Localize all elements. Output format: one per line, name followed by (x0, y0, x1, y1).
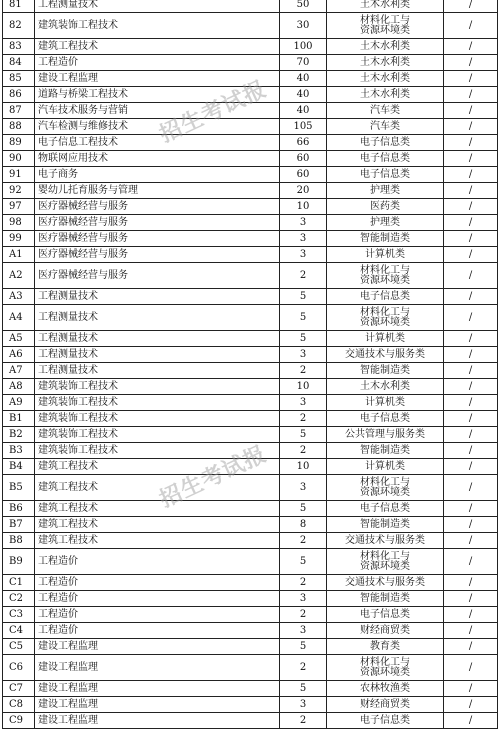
row-category: 计算机类 (327, 247, 444, 263)
row-major: 工程测量技术 (35, 331, 280, 347)
row-code: 81 (3, 0, 35, 13)
row-category: 土木水利类 (327, 379, 444, 395)
table-row (3, 681, 498, 697)
category-line: 资源环境类 (360, 666, 410, 678)
row-note: / (444, 501, 498, 517)
row-plan: 20 (280, 183, 327, 199)
row-plan: 2 (280, 575, 327, 591)
row-plan: 2 (280, 363, 327, 379)
table-row (3, 71, 498, 87)
row-note: / (444, 427, 498, 443)
table-row (3, 591, 498, 607)
row-note: / (444, 289, 498, 305)
row-major: 工程测量技术 (35, 289, 280, 305)
row-plan: 5 (280, 331, 327, 347)
row-plan: 5 (280, 289, 327, 305)
table-row (3, 55, 498, 71)
table-row (3, 199, 498, 215)
table-row (3, 639, 498, 655)
category-line: 材料化工与 (360, 550, 410, 562)
table-row (3, 395, 498, 411)
row-category: 电子信息类 (327, 713, 444, 729)
row-code: A3 (3, 289, 35, 305)
table-row (3, 607, 498, 623)
category-line: 材料化工与 (360, 476, 410, 488)
row-plan: 10 (280, 199, 327, 215)
row-code: 90 (3, 151, 35, 167)
row-major: 婴幼儿托育服务与管理 (35, 183, 280, 199)
row-category: 电子信息类 (327, 501, 444, 517)
row-major: 建筑工程技术 (35, 475, 280, 501)
row-major: 医疗器械经营与服务 (35, 215, 280, 231)
row-code: 97 (3, 199, 35, 215)
row-code: A9 (3, 395, 35, 411)
row-category: 教育类 (327, 639, 444, 655)
row-code: 88 (3, 119, 35, 135)
row-category: 护理类 (327, 183, 444, 199)
table-row (3, 459, 498, 475)
table-row (3, 119, 498, 135)
row-plan: 2 (280, 263, 327, 289)
row-plan: 10 (280, 459, 327, 475)
row-category: 医药类 (327, 199, 444, 215)
enrollment-table (2, 0, 498, 729)
row-category: 农林牧渔类 (327, 681, 444, 697)
row-category: 计算机类 (327, 395, 444, 411)
table-row (3, 713, 498, 729)
row-code: B2 (3, 427, 35, 443)
row-note: / (444, 199, 498, 215)
row-category: 交通技术与服务类 (327, 575, 444, 591)
row-code: C1 (3, 575, 35, 591)
row-code: 86 (3, 87, 35, 103)
row-code: C7 (3, 681, 35, 697)
table-row (3, 697, 498, 713)
row-note: / (444, 379, 498, 395)
row-code: C5 (3, 639, 35, 655)
table-row (3, 183, 498, 199)
row-note: / (444, 71, 498, 87)
row-plan: 5 (280, 549, 327, 575)
row-major: 建筑工程技术 (35, 533, 280, 549)
table-row (3, 13, 498, 39)
table-body (3, 0, 498, 729)
row-category: 交通技术与服务类 (327, 533, 444, 549)
row-note: / (444, 167, 498, 183)
row-plan: 3 (280, 247, 327, 263)
row-major: 建筑工程技术 (35, 501, 280, 517)
row-code: 84 (3, 55, 35, 71)
row-code: 82 (3, 13, 35, 39)
row-category: 土木水利类 (327, 39, 444, 55)
row-category: 汽车类 (327, 103, 444, 119)
row-code: 83 (3, 39, 35, 55)
category-line: 资源环境类 (360, 316, 410, 328)
row-note: / (444, 103, 498, 119)
category-line: 材料化工与 (360, 14, 410, 26)
row-major: 工程造价 (35, 591, 280, 607)
table-row (3, 379, 498, 395)
row-note: / (444, 263, 498, 289)
row-note: / (444, 119, 498, 135)
row-note: / (444, 87, 498, 103)
category-line: 资源环境类 (360, 486, 410, 498)
row-category: 电子信息类 (327, 607, 444, 623)
category-line: 资源环境类 (360, 274, 410, 286)
row-category (327, 549, 444, 575)
row-plan: 70 (280, 55, 327, 71)
row-code: 89 (3, 135, 35, 151)
row-plan: 40 (280, 103, 327, 119)
table-row (3, 135, 498, 151)
category-line: 材料化工与 (360, 656, 410, 668)
table-row (3, 331, 498, 347)
row-major: 医疗器械经营与服务 (35, 231, 280, 247)
row-plan: 3 (280, 623, 327, 639)
row-plan: 5 (280, 305, 327, 331)
row-code: 85 (3, 71, 35, 87)
table-row (3, 87, 498, 103)
row-category (327, 263, 444, 289)
row-category (327, 13, 444, 39)
row-code: C6 (3, 655, 35, 681)
row-plan: 40 (280, 87, 327, 103)
row-plan: 5 (280, 427, 327, 443)
table-row (3, 215, 498, 231)
row-plan: 2 (280, 443, 327, 459)
row-plan: 3 (280, 591, 327, 607)
row-code: B3 (3, 443, 35, 459)
row-major: 建筑装饰工程技术 (35, 427, 280, 443)
row-plan: 30 (280, 13, 327, 39)
row-code: A1 (3, 247, 35, 263)
row-note: / (444, 607, 498, 623)
row-plan: 3 (280, 231, 327, 247)
row-note: / (444, 331, 498, 347)
table-row (3, 655, 498, 681)
table-row (3, 231, 498, 247)
row-code: B7 (3, 517, 35, 533)
row-plan: 2 (280, 411, 327, 427)
row-code: 92 (3, 183, 35, 199)
row-major: 建筑装饰工程技术 (35, 443, 280, 459)
row-major: 医疗器械经营与服务 (35, 263, 280, 289)
row-note: / (444, 13, 498, 39)
row-code: C2 (3, 591, 35, 607)
row-major: 汽车技术服务与营销 (35, 103, 280, 119)
row-category: 交通技术与服务类 (327, 347, 444, 363)
row-category: 智能制造类 (327, 231, 444, 247)
row-major: 工程造价 (35, 607, 280, 623)
row-major: 建筑工程技术 (35, 517, 280, 533)
row-code: B9 (3, 549, 35, 575)
table-row (3, 475, 498, 501)
row-category: 电子信息类 (327, 135, 444, 151)
table-row (3, 289, 498, 305)
row-code: A7 (3, 363, 35, 379)
row-note: / (444, 475, 498, 501)
table-row (3, 151, 498, 167)
row-category (327, 655, 444, 681)
row-code: B6 (3, 501, 35, 517)
row-category: 财经商贸类 (327, 623, 444, 639)
row-major: 工程测量技术 (35, 363, 280, 379)
row-category: 计算机类 (327, 331, 444, 347)
row-note: / (444, 591, 498, 607)
row-major: 工程造价 (35, 55, 280, 71)
row-category: 汽车类 (327, 119, 444, 135)
row-note: / (444, 517, 498, 533)
row-category: 电子信息类 (327, 411, 444, 427)
row-category: 智能制造类 (327, 591, 444, 607)
row-major: 建筑工程技术 (35, 459, 280, 475)
row-category: 公共管理与服务类 (327, 427, 444, 443)
row-note: / (444, 305, 498, 331)
row-note: / (444, 443, 498, 459)
row-code: A2 (3, 263, 35, 289)
row-code: A8 (3, 379, 35, 395)
table-row (3, 411, 498, 427)
row-plan: 8 (280, 517, 327, 533)
table-row (3, 167, 498, 183)
row-major: 工程造价 (35, 623, 280, 639)
row-code: 91 (3, 167, 35, 183)
row-note: / (444, 681, 498, 697)
row-major: 道路与桥梁工程技术 (35, 87, 280, 103)
row-major: 医疗器械经营与服务 (35, 199, 280, 215)
row-plan: 60 (280, 151, 327, 167)
table-row (3, 427, 498, 443)
row-major: 建设工程监理 (35, 655, 280, 681)
row-plan: 50 (280, 0, 327, 13)
row-plan: 3 (280, 215, 327, 231)
category-line: 资源环境类 (360, 24, 410, 36)
row-major: 建筑装饰工程技术 (35, 379, 280, 395)
row-major: 建设工程监理 (35, 681, 280, 697)
row-plan: 10 (280, 379, 327, 395)
watermark: 招生考试报 (155, 440, 271, 513)
row-note: / (444, 55, 498, 71)
row-category (327, 475, 444, 501)
row-note: / (444, 639, 498, 655)
row-code: 87 (3, 103, 35, 119)
watermark: 招生考试报 (155, 75, 271, 148)
row-plan: 3 (280, 475, 327, 501)
table-row (3, 39, 498, 55)
row-code: C4 (3, 623, 35, 639)
row-plan: 60 (280, 167, 327, 183)
row-note: / (444, 135, 498, 151)
row-category: 土木水利类 (327, 87, 444, 103)
row-major: 工程测量技术 (35, 305, 280, 331)
row-major: 建筑工程技术 (35, 39, 280, 55)
row-code: 98 (3, 215, 35, 231)
row-plan: 105 (280, 119, 327, 135)
row-major: 建设工程监理 (35, 71, 280, 87)
row-note: / (444, 247, 498, 263)
row-major: 建筑装饰工程技术 (35, 411, 280, 427)
row-major: 建筑装饰工程技术 (35, 395, 280, 411)
row-major: 电子信息工程技术 (35, 135, 280, 151)
row-plan: 2 (280, 533, 327, 549)
row-plan: 66 (280, 135, 327, 151)
row-code: 99 (3, 231, 35, 247)
row-note: / (444, 459, 498, 475)
row-major: 建设工程监理 (35, 639, 280, 655)
table-row (3, 0, 498, 13)
row-code: B8 (3, 533, 35, 549)
row-note: / (444, 363, 498, 379)
row-category: 电子信息类 (327, 289, 444, 305)
row-major: 工程造价 (35, 575, 280, 591)
row-note: / (444, 623, 498, 639)
row-plan: 5 (280, 681, 327, 697)
row-category: 土木水利类 (327, 0, 444, 13)
row-note: / (444, 183, 498, 199)
row-note: / (444, 411, 498, 427)
row-plan: 5 (280, 639, 327, 655)
row-category (327, 305, 444, 331)
row-category: 护理类 (327, 215, 444, 231)
row-code: A5 (3, 331, 35, 347)
row-code: C3 (3, 607, 35, 623)
row-plan: 2 (280, 713, 327, 729)
row-category: 智能制造类 (327, 517, 444, 533)
row-major: 建设工程监理 (35, 713, 280, 729)
row-major: 工程造价 (35, 549, 280, 575)
row-category: 电子信息类 (327, 151, 444, 167)
row-code: B5 (3, 475, 35, 501)
row-category: 智能制造类 (327, 443, 444, 459)
row-plan: 3 (280, 395, 327, 411)
table-row (3, 501, 498, 517)
row-category: 土木水利类 (327, 55, 444, 71)
row-plan: 100 (280, 39, 327, 55)
row-major: 工程测量技术 (35, 347, 280, 363)
table-row (3, 517, 498, 533)
table-row (3, 623, 498, 639)
table-row (3, 549, 498, 575)
table-row (3, 533, 498, 549)
row-code: C8 (3, 697, 35, 713)
row-major: 汽车检测与维修技术 (35, 119, 280, 135)
row-major: 物联网应用技术 (35, 151, 280, 167)
row-major: 医疗器械经营与服务 (35, 247, 280, 263)
table-row (3, 575, 498, 591)
table-row (3, 443, 498, 459)
row-code: B4 (3, 459, 35, 475)
row-category: 电子信息类 (327, 167, 444, 183)
row-note: / (444, 151, 498, 167)
row-code: A4 (3, 305, 35, 331)
row-note: / (444, 395, 498, 411)
row-plan: 3 (280, 347, 327, 363)
row-note: / (444, 0, 498, 13)
row-note: / (444, 231, 498, 247)
row-note: / (444, 549, 498, 575)
row-category: 土木水利类 (327, 71, 444, 87)
row-plan: 3 (280, 697, 327, 713)
row-note: / (444, 713, 498, 729)
row-category: 财经商贸类 (327, 697, 444, 713)
table-row (3, 363, 498, 379)
row-note: / (444, 533, 498, 549)
row-code: B1 (3, 411, 35, 427)
row-note: / (444, 655, 498, 681)
table-row (3, 347, 498, 363)
row-major: 建设工程监理 (35, 697, 280, 713)
row-plan: 5 (280, 501, 327, 517)
row-note: / (444, 697, 498, 713)
category-line: 材料化工与 (360, 306, 410, 318)
row-major: 工程测量技术 (35, 0, 280, 13)
row-code: C9 (3, 713, 35, 729)
row-major: 建筑装饰工程技术 (35, 13, 280, 39)
row-plan: 40 (280, 71, 327, 87)
table-row (3, 103, 498, 119)
row-category: 计算机类 (327, 459, 444, 475)
row-major: 电子商务 (35, 167, 280, 183)
table-row (3, 305, 498, 331)
category-line: 材料化工与 (360, 264, 410, 276)
category-line: 资源环境类 (360, 560, 410, 572)
row-category: 智能制造类 (327, 363, 444, 379)
table-row (3, 263, 498, 289)
row-plan: 2 (280, 607, 327, 623)
row-plan: 2 (280, 655, 327, 681)
row-note: / (444, 215, 498, 231)
row-code: A6 (3, 347, 35, 363)
row-note: / (444, 39, 498, 55)
row-note: / (444, 347, 498, 363)
row-note: / (444, 575, 498, 591)
table-row (3, 247, 498, 263)
